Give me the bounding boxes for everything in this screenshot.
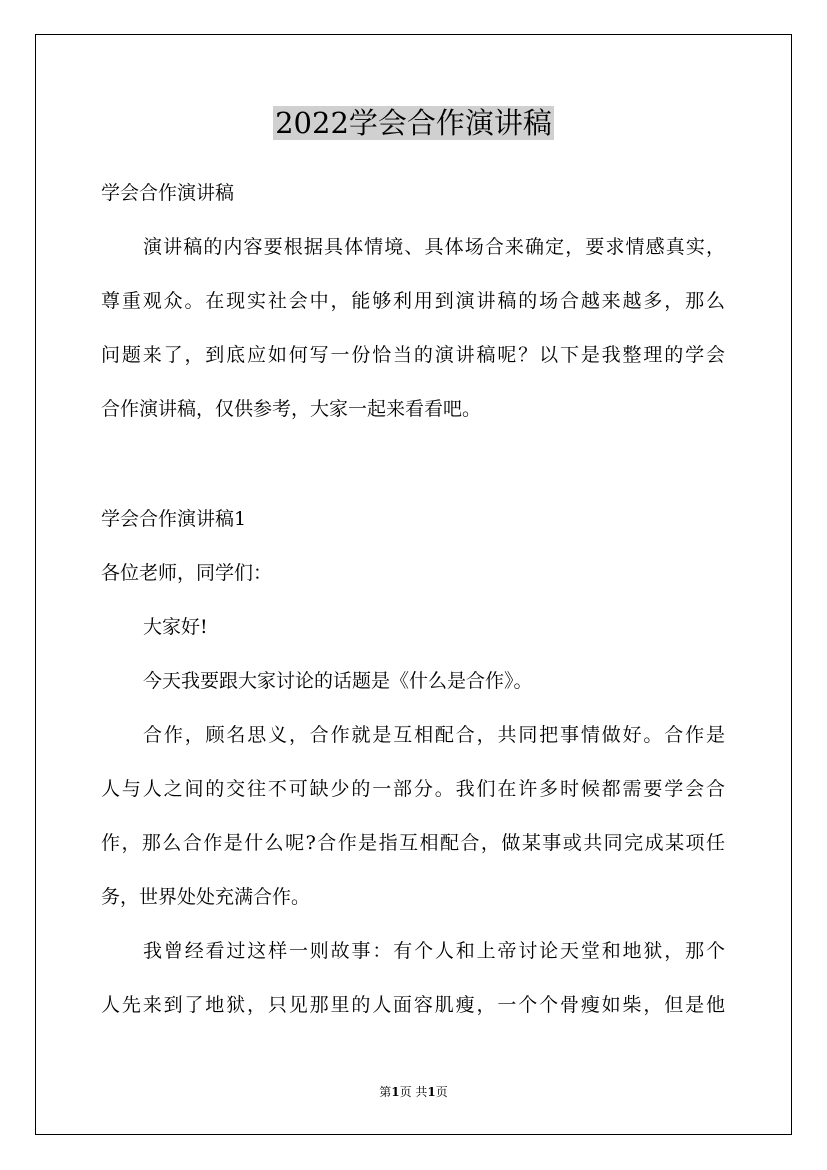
footer-page-total: 1: [427, 1085, 436, 1099]
paragraph-line: 人与人之间的交往不可缺少的一部分。我们在许多时候都需要学会合: [101, 778, 725, 800]
paragraph-line: 演讲稿的内容要根据具体情境、具体场合来确定，要求情感真实，: [143, 236, 725, 258]
paragraph-line: 今天我要跟大家讨论的话题是《什么是合作》。: [143, 670, 533, 692]
paragraph-line: 问题来了，到底应如何写一份恰当的演讲稿呢？以下是我整理的学会: [101, 344, 725, 366]
section-heading: 学会合作演讲稿1: [101, 508, 247, 530]
paragraph-line: 尊重观众。在现实社会中，能够利用到演讲稿的场合越来越多，那么: [101, 290, 725, 312]
greeting: 大家好!: [143, 616, 208, 638]
title-highlight: 2022学会合作演讲稿: [275, 106, 552, 140]
paragraph-line: 作，那么合作是什么呢?合作是指互相配合，做某事或共同完成某项任: [101, 832, 725, 854]
paragraph-line: 合作演讲稿，仅供参考，大家一起来看看吧。: [101, 398, 482, 420]
paragraph-line: 人先来到了地狱，只见那里的人面容肌瘦，一个个骨瘦如柴，但是他: [101, 994, 725, 1016]
salutation: 各位老师，同学们：: [101, 562, 273, 584]
footer-page-current: 1: [391, 1085, 400, 1099]
paragraph-line: 我曾经看过这样一则故事：有个人和上帝讨论天堂和地狱，那个: [143, 940, 725, 962]
document-title: [0, 103, 827, 143]
section-heading: 学会合作演讲稿: [101, 182, 235, 204]
footer-mid: 页 共: [399, 1085, 428, 1099]
footer-prefix: 第: [379, 1085, 392, 1099]
paragraph-line: 合作，顾名思义，合作就是互相配合，共同把事情做好。合作是: [143, 724, 725, 746]
footer-suffix: 页: [435, 1085, 448, 1099]
paragraph-line: 务，世界处处充满合作。: [101, 886, 311, 908]
page-footer: [0, 1083, 827, 1101]
